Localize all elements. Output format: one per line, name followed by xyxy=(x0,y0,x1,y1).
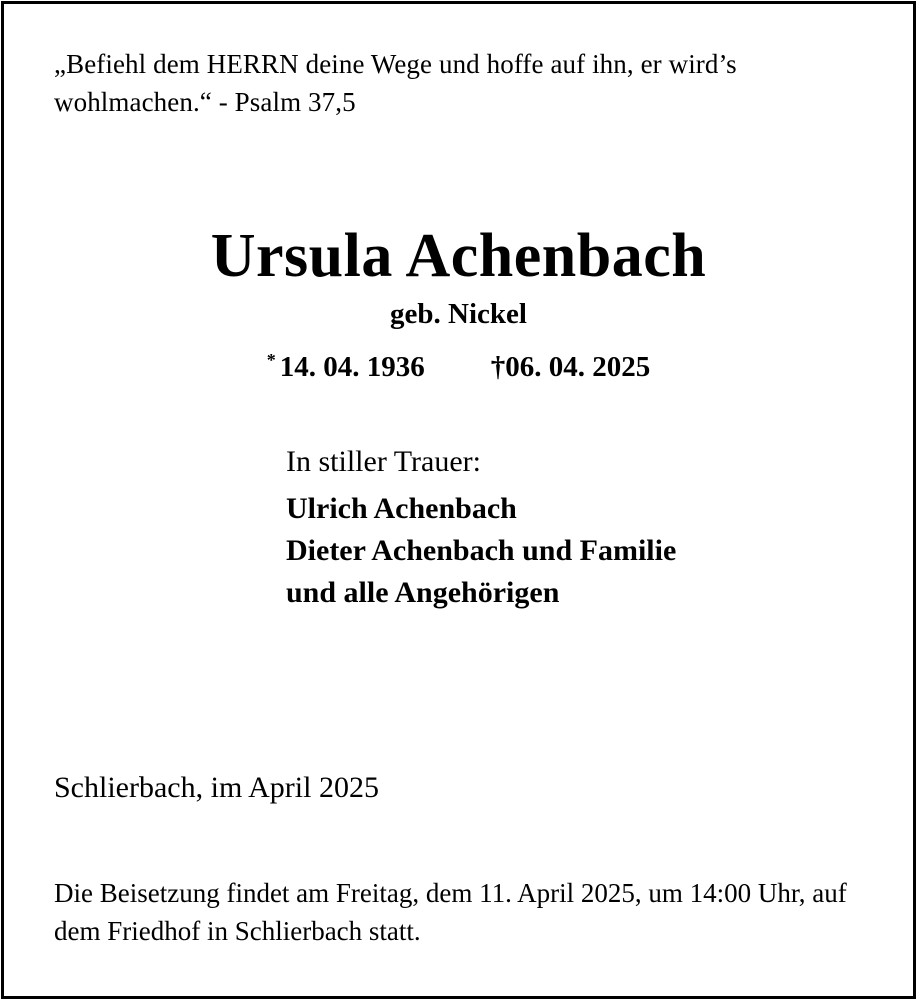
deceased-name: Ursula Achenbach xyxy=(210,222,707,290)
death-date: 06. 04. 2025 xyxy=(505,351,651,383)
life-dates xyxy=(0,342,917,385)
place-and-date: Schlierbach, im April 2025 xyxy=(54,771,379,804)
mourner-item: Dieter Achenbach und Familie xyxy=(286,534,677,567)
mourners-list xyxy=(286,488,676,614)
bible-quote: „Befiehl dem HERRN deine Wege und hoffe auf ihn, er wird’s wohlmachen.“ - Psalm 37,5 xyxy=(54,49,737,117)
mourner-item: Ulrich Achenbach xyxy=(286,492,517,525)
mourning-heading: In stiller Trauer: xyxy=(286,445,481,478)
death-symbol: † xyxy=(490,351,506,383)
birth-name: geb. Nickel xyxy=(390,298,527,330)
birth-symbol: * xyxy=(266,350,276,370)
birth-date: 14. 04. 1936 xyxy=(279,351,425,383)
mourner-item: und alle Angehörigen xyxy=(286,576,560,609)
funeral-notice: Die Beisetzung findet am Freitag, dem 11. April 2025, um 14:00 Uhr, auf dem Friedhof in Schlierbach statt. xyxy=(54,878,847,946)
